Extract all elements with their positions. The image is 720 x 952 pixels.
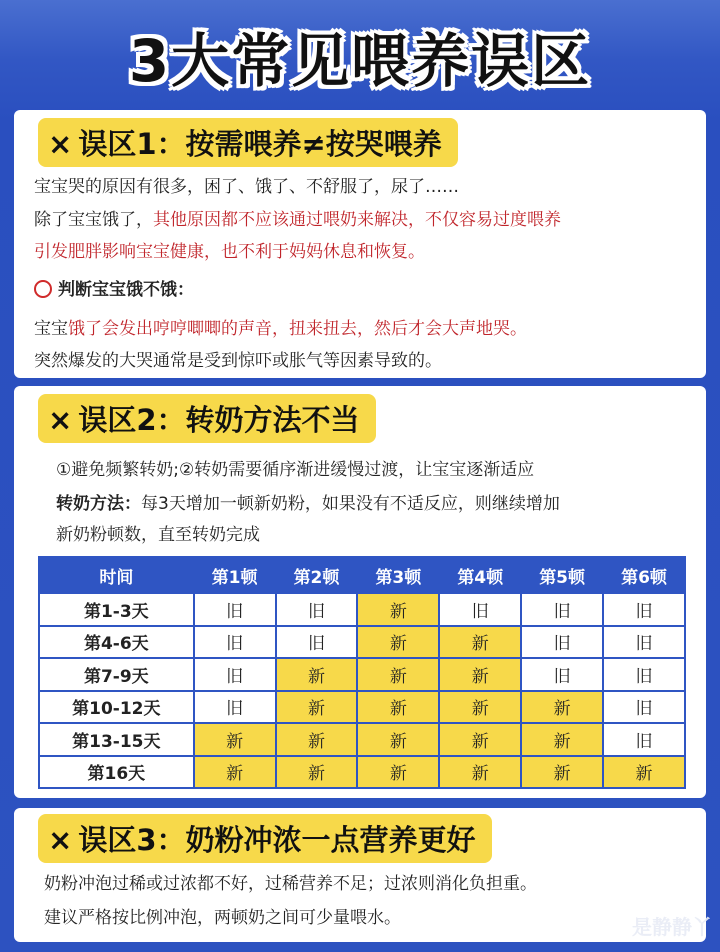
page-title: 3大常见喂养误区 — [128, 27, 592, 95]
table-cell-feed: 旧 — [521, 593, 603, 626]
section-3-line-2: 建议严格按比例冲泡，两顿奶之间可少量喂水。 — [44, 908, 401, 928]
table-cell-feed: 旧 — [194, 691, 276, 724]
watermark: 是静静丫 — [632, 915, 712, 939]
section-2-heading — [38, 394, 376, 443]
section-1-line-4a: 宝宝 — [34, 319, 68, 339]
table-cell-feed: 旧 — [521, 658, 603, 691]
section-1-line-2 — [34, 205, 561, 230]
section-1-line-1: 宝宝哭的原因有很多，困了、饿了、不舒服了，尿了…… — [34, 177, 459, 197]
table-cell-feed: 新 — [194, 723, 276, 756]
table-cell-feed: 新 — [276, 756, 358, 789]
section-1-line-4 — [34, 314, 527, 339]
table-cell-feed: 新 — [357, 593, 439, 626]
table-cell-feed: 新 — [276, 691, 358, 724]
table-cell-feed: 新 — [439, 626, 521, 659]
table-header: 第4顿 — [439, 557, 521, 593]
table-header-row — [39, 557, 685, 593]
table-cell-feed: 旧 — [276, 626, 358, 659]
section-3-title: 误区3：奶粉冲浓一点营养更好 — [78, 823, 476, 857]
table-cell-feed: 旧 — [194, 658, 276, 691]
table-cell-feed: 新 — [276, 658, 358, 691]
table-row — [39, 691, 685, 724]
table-row — [39, 593, 685, 626]
section-2-title: 误区2：转奶方法不当 — [78, 403, 360, 437]
circle-icon — [34, 280, 52, 298]
table-cell-day: 第16天 — [39, 756, 194, 789]
table-row — [39, 626, 685, 659]
table-cell-feed: 新 — [439, 723, 521, 756]
table-cell-feed: 新 — [194, 756, 276, 789]
table-cell-feed: 新 — [357, 723, 439, 756]
cross-icon: × — [48, 403, 73, 437]
section-1-line-5: 突然爆发的大哭通常是受到惊吓或胀气等因素导致的。 — [34, 351, 442, 371]
table-cell-day: 第13-15天 — [39, 723, 194, 756]
section-1-line-2b: 其他原因都不应该通过喂奶来解决，不仅容易过度喂养 — [153, 210, 561, 230]
table-cell-feed: 新 — [521, 756, 603, 789]
section-1-heading — [38, 118, 458, 167]
table-row — [39, 723, 685, 756]
table-cell-day: 第4-6天 — [39, 626, 194, 659]
section-1-line-3: 引发肥胖影响宝宝健康，也不利于妈妈休息和恢复。 — [34, 242, 425, 262]
method-label: 转奶方法： — [56, 494, 141, 514]
table-cell-feed: 旧 — [603, 723, 685, 756]
section-2-method-2: 新奶粉顿数，直至转奶完成 — [56, 525, 260, 545]
judge-label — [34, 275, 194, 300]
table-cell-feed: 新 — [439, 756, 521, 789]
table-cell-day: 第1-3天 — [39, 593, 194, 626]
method-text: 每3天增加一顿新奶粉，如果没有不适反应，则继续增加 — [141, 494, 560, 514]
section-3-line-1: 奶粉冲泡过稀或过浓都不好，过稀营养不足；过浓则消化负担重。 — [44, 874, 537, 894]
table-cell-feed: 新 — [357, 658, 439, 691]
table-cell-feed: 旧 — [603, 626, 685, 659]
table-cell-feed: 新 — [603, 756, 685, 789]
table-cell-feed: 旧 — [521, 626, 603, 659]
table-cell-feed: 新 — [521, 723, 603, 756]
table-header: 第6顿 — [603, 557, 685, 593]
table-cell-feed: 旧 — [276, 593, 358, 626]
section-1-line-4b: 饿了会发出哼哼唧唧的声音，扭来扭去，然后才会大声地哭。 — [68, 319, 527, 339]
table-header: 时间 — [39, 557, 194, 593]
table-row — [39, 658, 685, 691]
table-cell-feed: 旧 — [439, 593, 521, 626]
table-header: 第2顿 — [276, 557, 358, 593]
table-cell-feed: 新 — [357, 691, 439, 724]
feeding-table — [38, 556, 686, 789]
section-2-method — [56, 489, 560, 514]
table-cell-feed: 旧 — [194, 626, 276, 659]
table-cell-feed: 新 — [276, 723, 358, 756]
table-cell-feed: 旧 — [194, 593, 276, 626]
table-cell-feed: 旧 — [603, 593, 685, 626]
cross-icon: × — [48, 823, 73, 857]
section-3-heading — [38, 814, 492, 863]
table-cell-feed: 新 — [439, 691, 521, 724]
section-1-line-2a: 除了宝宝饿了， — [34, 210, 153, 230]
table-row — [39, 756, 685, 789]
table-cell-feed: 新 — [439, 658, 521, 691]
table-cell-feed: 旧 — [603, 658, 685, 691]
table-cell-feed: 新 — [357, 756, 439, 789]
table-body — [39, 593, 685, 788]
table-cell-day: 第10-12天 — [39, 691, 194, 724]
table-cell-day: 第7-9天 — [39, 658, 194, 691]
table-header: 第3顿 — [357, 557, 439, 593]
cross-icon: × — [48, 127, 73, 161]
section-2-line-1: ①避免频繁转奶;②转奶需要循序渐进缓慢过渡，让宝宝逐渐适应 — [56, 460, 535, 480]
section-1-title: 误区1：按需喂养≠按哭喂养 — [78, 127, 442, 161]
table-cell-feed: 旧 — [603, 691, 685, 724]
table-header: 第1顿 — [194, 557, 276, 593]
table-cell-feed: 新 — [521, 691, 603, 724]
judge-label-text: 判断宝宝饿不饿： — [58, 280, 194, 300]
table-cell-feed: 新 — [357, 626, 439, 659]
table-header: 第5顿 — [521, 557, 603, 593]
